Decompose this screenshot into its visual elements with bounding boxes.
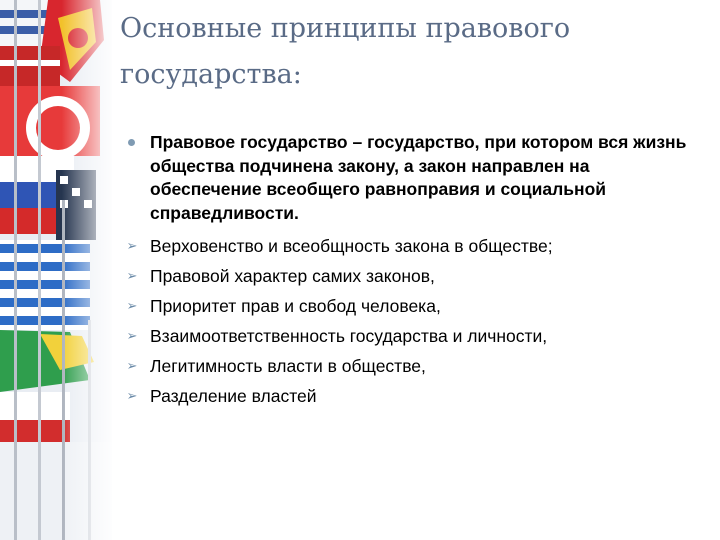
list-item-text: Легитимность власти в обществе, — [150, 356, 426, 376]
flags-decoration — [0, 0, 112, 540]
list-item-text: Правовой характер самих законов, — [150, 266, 435, 286]
arrow-bullet-icon: ➢ — [126, 358, 138, 373]
flags-image — [0, 0, 112, 540]
arrow-bullet-icon: ➢ — [126, 388, 138, 403]
list-item-text: Верховенство и всеобщность закона в обществе; — [150, 236, 553, 256]
arrow-bullet-icon: ➢ — [126, 328, 138, 343]
list-item-text: Разделение властей — [150, 386, 317, 406]
list-item — [124, 351, 704, 381]
list-item — [124, 231, 704, 261]
arrow-bullet-icon: ➢ — [126, 298, 138, 313]
list-item — [124, 291, 704, 321]
round-bullet-icon — [128, 139, 135, 146]
list-item-text: Взаимоответственность государства и личности, — [150, 326, 548, 346]
lead-bullet — [124, 131, 704, 225]
arrow-bullet-icon: ➢ — [126, 238, 138, 253]
slide-title-line-1: Основные принципы правового — [120, 13, 571, 44]
bullet-list — [124, 131, 704, 411]
list-item — [124, 381, 704, 411]
lead-bullet-text: Правовое государство – государство, при котором вся жизнь общества подчинена закону, а закон направлен на обеспечение всеобщего равноправия и социальной справедливости. — [150, 132, 687, 223]
list-item — [124, 321, 704, 351]
list-item — [124, 261, 704, 291]
list-item-text: Приоритет прав и свобод человека, — [150, 296, 441, 316]
slide-title — [120, 6, 700, 98]
slide-title-line-2: государства: — [120, 59, 302, 90]
arrow-bullet-icon: ➢ — [126, 268, 138, 283]
